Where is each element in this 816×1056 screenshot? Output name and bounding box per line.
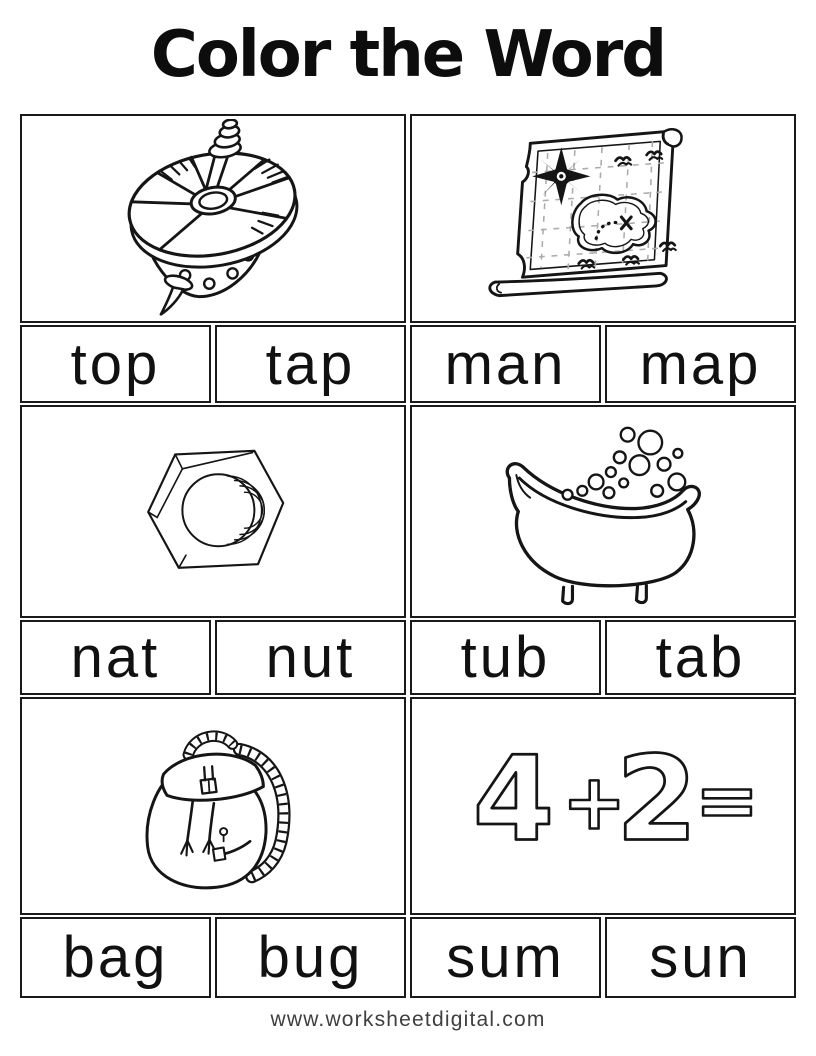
word-option-sum[interactable]: sum (410, 917, 601, 998)
word-option-bag[interactable]: bag (20, 917, 211, 998)
word-option-tab[interactable]: tab (605, 620, 796, 695)
card-cell-addition-equation (410, 697, 796, 915)
equation-plus-sign: + (562, 757, 627, 847)
word-option-nut[interactable]: nut (215, 620, 406, 695)
footer-url: www.worksheetdigital.com (270, 1008, 546, 1031)
word-row-tub-tab (410, 620, 796, 695)
card-cell-hex-nut (20, 405, 406, 618)
spinning-top-image (72, 119, 354, 319)
equation-number-2: 2 (616, 730, 698, 868)
hex-nut-image (105, 422, 321, 602)
word-row-nat-nut (20, 620, 406, 695)
card-cell-backpack (20, 697, 406, 915)
equation-number-4: 4 (472, 730, 555, 868)
word-option-nat[interactable]: nat (20, 620, 211, 695)
card-cell-treasure-map (410, 114, 796, 323)
word-option-man[interactable]: man (410, 325, 601, 403)
worksheet-grid (20, 114, 796, 998)
left-column (20, 114, 406, 998)
bathtub-image (470, 413, 736, 610)
word-row-top-tap (20, 325, 406, 403)
treasure-map-image (472, 122, 734, 316)
word-option-sun[interactable]: sun (605, 917, 796, 998)
equation-equals-sign: = (695, 756, 760, 846)
word-row-sum-sun (410, 917, 796, 998)
addition-equation-image (438, 705, 768, 892)
word-option-top[interactable]: top (20, 325, 211, 403)
word-row-bag-bug (20, 917, 406, 998)
word-row-man-map (410, 325, 796, 403)
card-cell-bathtub (410, 405, 796, 618)
page-title: Color the Word (150, 18, 666, 92)
backpack-image (107, 708, 319, 904)
word-option-bug[interactable]: bug (215, 917, 406, 998)
word-option-map[interactable]: map (605, 325, 796, 403)
right-column (410, 114, 796, 998)
card-cell-spinning-top (20, 114, 406, 323)
word-option-tub[interactable]: tub (410, 620, 601, 695)
word-option-tap[interactable]: tap (215, 325, 406, 403)
